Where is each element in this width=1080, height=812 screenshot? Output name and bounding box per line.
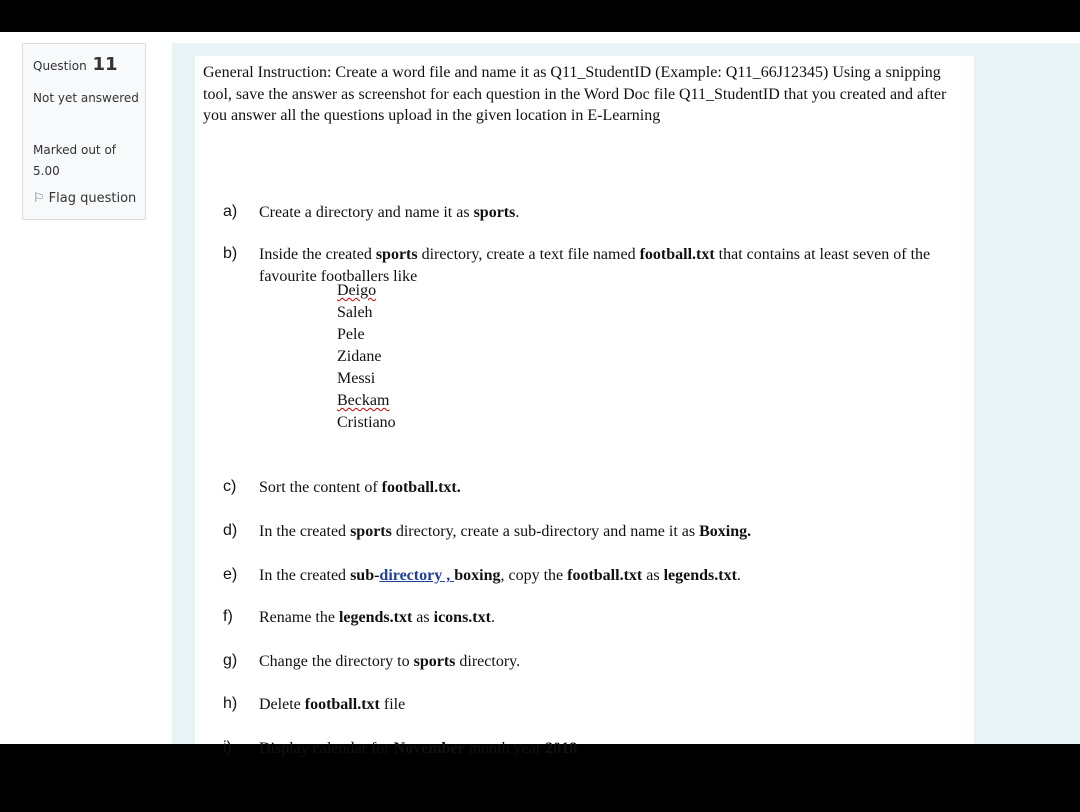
footballer-name: Beckam [337, 392, 390, 409]
footballer-name: Zidane [337, 348, 382, 365]
footballers-list [337, 280, 396, 434]
footballer-name: Pele [337, 326, 365, 343]
footballer-name: Messi [337, 370, 376, 387]
question-number: Question 11 [33, 54, 118, 75]
flag-icon: ⚐ [33, 191, 45, 206]
footballer-name: Cristiano [337, 414, 396, 431]
general-instruction: General Instruction: Create a word file and name it as Q11_StudentID (Example: Q11_66J12345) Using a snipping tool, save the answer as screenshot for each question in the Word Doc file Q11_StudentID that you created and after you answer all the questions upload in the given location in E-Learning [203, 64, 947, 124]
question-status: Not yet answered [33, 91, 139, 105]
footballer-name: Deigo [337, 282, 377, 299]
footballer-name: Saleh [337, 304, 373, 321]
flag-question-link[interactable]: ⚐ Flag question [33, 191, 137, 206]
question-image-document: General Instruction: Create a word file and name it as Q11_StudentID (Example: Q11_66J12345) Using a snipping tool, save the answer as screenshot for each question in the Word Doc file Q11_StudentID that you created and after you answer all the questions upload in the given location in E-Learning a) Create a directory and name it as sports. b) Inside the created sports directory, create a text file named football.txt that contains at least seven of the favourite footballers like Deigo Saleh Pele Zidane Messi Beckam Cristiano c) Sort the content of football.txt. d) In the created sports directory, create a sub-directory and name it as Boxing. e) In the created sub-directory , boxing, copy the football.txt as legends.txt. f) Rename the legends.txt as icons.txt. g) Change the directory to sports directory. h) Delete football.txt file i) Display calendar for November month year 2018 [195, 56, 974, 744]
quiz-page [0, 32, 1080, 757]
question-marks: Marked out of 5.00 [33, 143, 117, 178]
question-info-panel [22, 43, 146, 220]
